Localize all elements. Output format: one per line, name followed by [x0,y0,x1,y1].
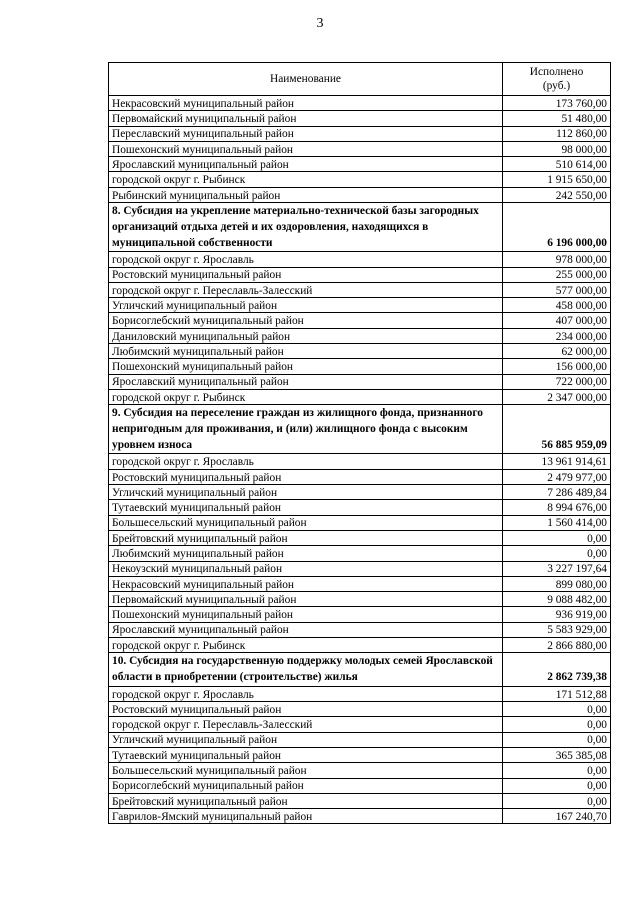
executed-amount: 0,00 [503,732,611,747]
district-name: Угличский муниципальный район [109,732,503,747]
table-row [109,686,611,701]
district-name: Ростовский муниципальный район [109,702,503,717]
table-row [109,546,611,561]
district-name: городской округ г. Рыбинск [109,172,503,187]
executed-amount: 458 000,00 [503,298,611,313]
district-name: Брейтовский муниципальный район [109,793,503,808]
district-name: Любимский муниципальный район [109,344,503,359]
executed-amount: 2 479 977,00 [503,469,611,484]
subsidy-execution-table [108,62,611,824]
executed-amount: 0,00 [503,717,611,732]
district-name: Борисоглебский муниципальный район [109,778,503,793]
district-name: Пошехонский муниципальный район [109,359,503,374]
executed-amount: 899 080,00 [503,576,611,591]
table-row [109,267,611,282]
table-row [109,344,611,359]
section-total-row [109,203,611,252]
executed-amount: 2 866 880,00 [503,638,611,653]
section-title: 10. Субсидия на государственную поддержку молодых семей Ярославской области в приобретении (строительстве) жилья [109,653,503,686]
district-name: Большесельский муниципальный район [109,515,503,530]
district-name: Даниловский муниципальный район [109,328,503,343]
table-row [109,141,611,156]
executed-amount: 407 000,00 [503,313,611,328]
district-name: городской округ г. Ярославль [109,454,503,469]
table-row [109,252,611,267]
table-row [109,298,611,313]
table-row [109,469,611,484]
district-name: городской округ г. Переславль-Залесский [109,717,503,732]
table-row [109,485,611,500]
district-name: Некрасовский муниципальный район [109,96,503,111]
district-name: Тутаевский муниципальный район [109,747,503,762]
district-name: Некоузский муниципальный район [109,561,503,576]
table-row [109,592,611,607]
header-executed-unit: (руб.) [542,80,571,92]
table-row [109,374,611,389]
executed-amount: 0,00 [503,778,611,793]
table-row [109,702,611,717]
table-row [109,561,611,576]
district-name: Пошехонский муниципальный район [109,141,503,156]
executed-amount: 3 227 197,64 [503,561,611,576]
district-name: Любимский муниципальный район [109,546,503,561]
table-row [109,576,611,591]
table-row [109,187,611,202]
executed-amount: 978 000,00 [503,252,611,267]
executed-amount: 9 088 482,00 [503,592,611,607]
district-name: Пошехонский муниципальный район [109,607,503,622]
executed-amount: 8 994 676,00 [503,500,611,515]
table-row [109,126,611,141]
executed-amount: 167 240,70 [503,809,611,824]
table-row [109,111,611,126]
district-name: городской округ г. Ярославль [109,686,503,701]
table-row [109,515,611,530]
section-total-row [109,653,611,686]
table-row [109,172,611,187]
table-body [109,96,611,824]
district-name: Первомайский муниципальный район [109,111,503,126]
section-total-amount: 56 885 959,09 [503,405,611,454]
district-name: городской округ г. Рыбинск [109,389,503,404]
district-name: Гаврилов-Ямский муниципальный район [109,809,503,824]
table-row [109,778,611,793]
table-row [109,809,611,824]
header-name: Наименование [109,63,503,96]
district-name: городской округ г. Ярославль [109,252,503,267]
table-row [109,717,611,732]
table-row [109,328,611,343]
table-header-row [109,63,611,96]
executed-amount: 234 000,00 [503,328,611,343]
executed-amount: 98 000,00 [503,141,611,156]
executed-amount: 242 550,00 [503,187,611,202]
page-number: 3 [316,16,324,31]
district-name: Борисоглебский муниципальный район [109,313,503,328]
executed-amount: 51 480,00 [503,111,611,126]
executed-amount: 1 915 650,00 [503,172,611,187]
executed-amount: 255 000,00 [503,267,611,282]
table-row [109,747,611,762]
district-name: Некрасовский муниципальный район [109,576,503,591]
district-name: Ярославский муниципальный район [109,622,503,637]
executed-amount: 13 961 914,61 [503,454,611,469]
district-name: городской округ г. Переславль-Залесский [109,282,503,297]
table-row [109,282,611,297]
executed-amount: 171 512,88 [503,686,611,701]
district-name: Ростовский муниципальный район [109,469,503,484]
executed-amount: 7 286 489,84 [503,485,611,500]
executed-amount: 1 560 414,00 [503,515,611,530]
table-row [109,313,611,328]
executed-amount: 112 860,00 [503,126,611,141]
executed-amount: 156 000,00 [503,359,611,374]
district-name: Первомайский муниципальный район [109,592,503,607]
table-row [109,454,611,469]
table-row [109,157,611,172]
district-name: Ростовский муниципальный район [109,267,503,282]
executed-amount: 365 385,08 [503,747,611,762]
header-executed [503,63,611,96]
table-row [109,607,611,622]
table-row [109,638,611,653]
table-row [109,622,611,637]
executed-amount: 0,00 [503,793,611,808]
table-row [109,500,611,515]
executed-amount: 577 000,00 [503,282,611,297]
executed-amount: 0,00 [503,546,611,561]
section-total-amount: 2 862 739,38 [503,653,611,686]
executed-amount: 62 000,00 [503,344,611,359]
executed-amount: 5 583 929,00 [503,622,611,637]
section-title: 8. Субсидия на укрепление материально-технической базы загородных организаций отдыха детей и их оздоровления, находящихся в муниципальной собственности [109,203,503,252]
district-name: Тутаевский муниципальный район [109,500,503,515]
table-row [109,530,611,545]
district-name: Брейтовский муниципальный район [109,530,503,545]
table-row [109,763,611,778]
district-name: Переславский муниципальный район [109,126,503,141]
executed-amount: 2 347 000,00 [503,389,611,404]
district-name: Угличский муниципальный район [109,485,503,500]
executed-amount: 173 760,00 [503,96,611,111]
table-row [109,359,611,374]
executed-amount: 510 614,00 [503,157,611,172]
section-title: 9. Субсидия на переселение граждан из жилищного фонда, признанного непригодным для проживания, и (или) жилищного фонда с высоким уровнем износа [109,405,503,454]
table-row [109,389,611,404]
executed-amount: 0,00 [503,702,611,717]
district-name: Ярославский муниципальный район [109,374,503,389]
executed-amount: 0,00 [503,763,611,778]
district-name: Рыбинский муниципальный район [109,187,503,202]
table-row [109,96,611,111]
table-row [109,732,611,747]
district-name: городской округ г. Рыбинск [109,638,503,653]
district-name: Большесельский муниципальный район [109,763,503,778]
executed-amount: 722 000,00 [503,374,611,389]
executed-amount: 0,00 [503,530,611,545]
executed-amount: 936 919,00 [503,607,611,622]
section-total-row [109,405,611,454]
district-name: Угличский муниципальный район [109,298,503,313]
district-name: Ярославский муниципальный район [109,157,503,172]
header-executed-label: Исполнено [529,65,584,78]
section-total-amount: 6 196 000,00 [503,203,611,252]
table-row [109,793,611,808]
